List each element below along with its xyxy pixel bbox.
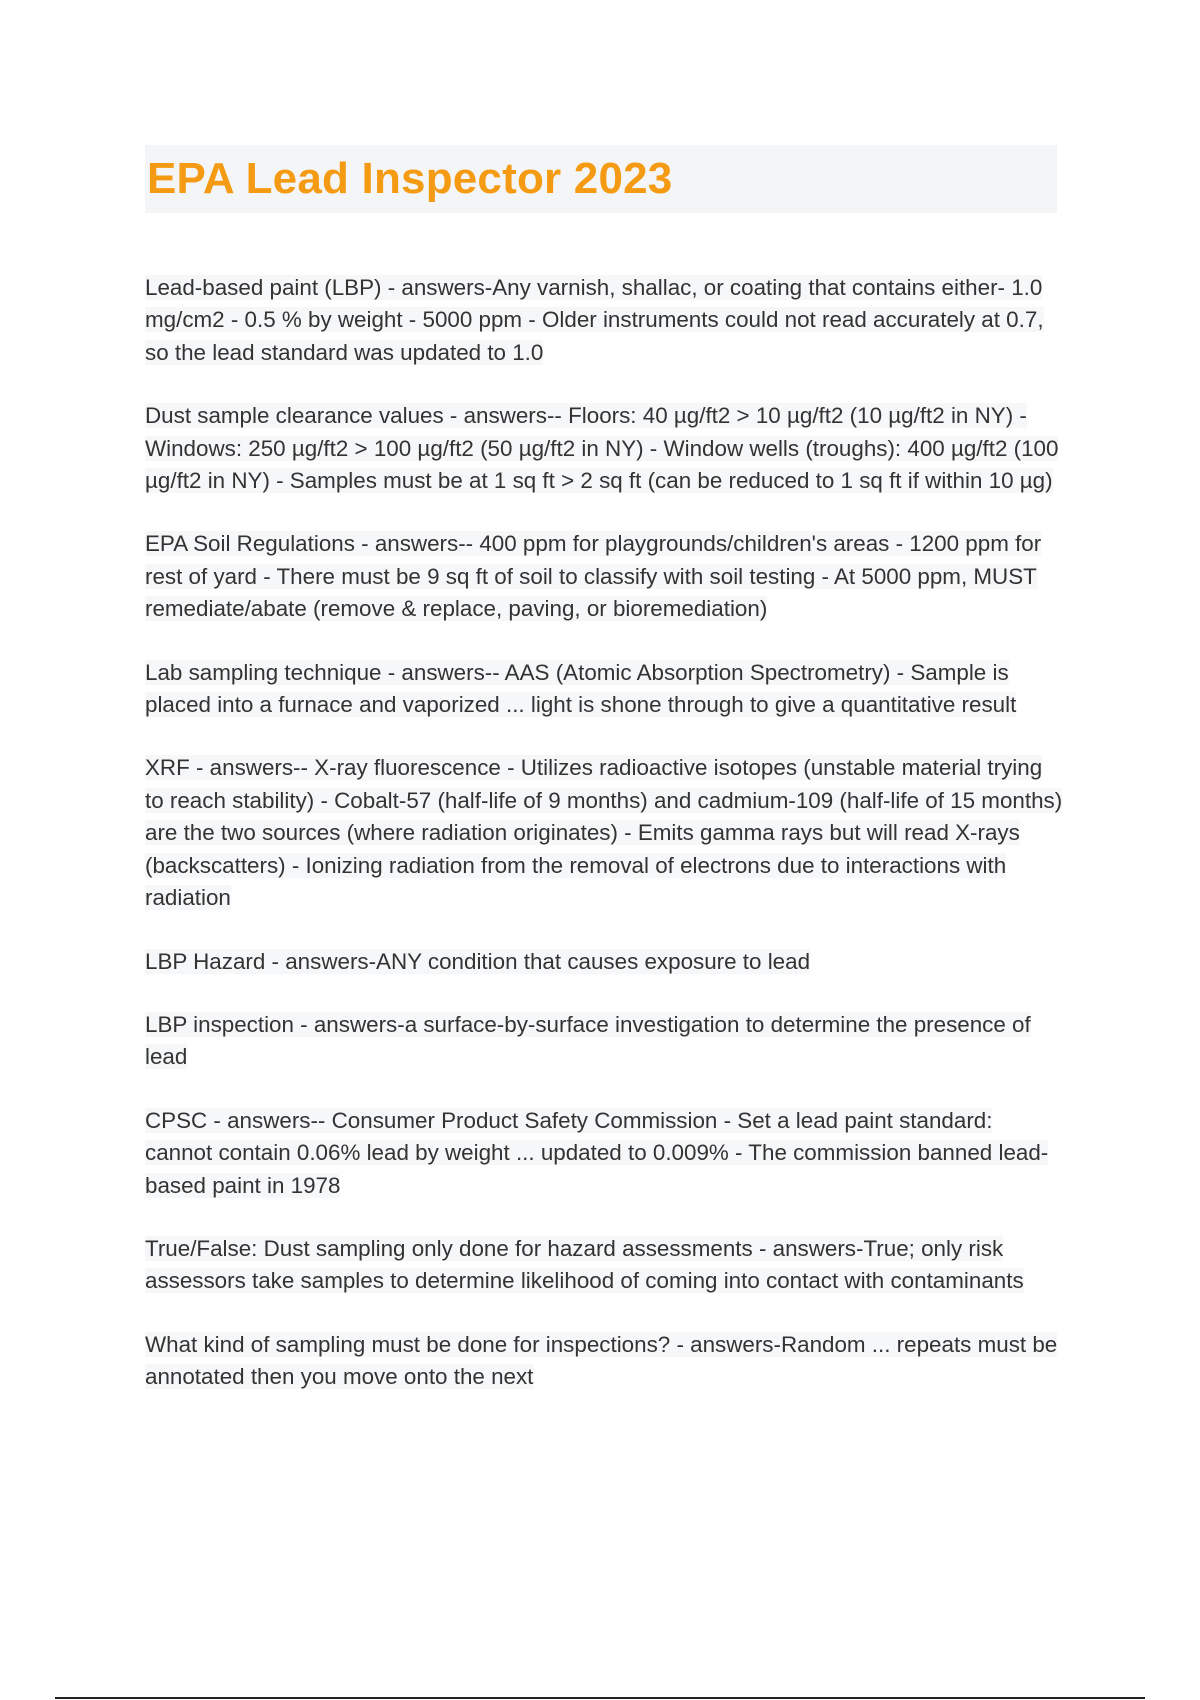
qa-item-dust-clearance: Dust sample clearance values - answers-- Floors: 40 µg/ft2 > 10 µg/ft2 (10 µg/ft2 in NY) - Windows: 250 µg/ft2 > 100 µg/ft2 (50 µg/ft2 in NY) - Window wells (troughs): 400 µg/ft2 (100 µg/ft2 in NY) - Samples must be at 1 sq ft > 2 sq ft (can be reduced to 1 sq ft if within 10 µg) [145, 403, 1059, 494]
qa-item-inspection-sampling: What kind of sampling must be done for inspections? - answers-Random ... repeats must be annotated then you move onto the next [145, 1331, 1058, 1390]
qa-item-xrf: XRF - answers-- X-ray fluorescence - Utilizes radioactive isotopes (unstable material trying to reach stability) - Cobalt-57 (half-life of 9 months) and cadmium-109 (half-life of 15 months) are the two sources (where radiation originates) - Emits gamma rays but will read X-rays (backscatters) - Ionizing radiation from the removal of electrons due to interactions with radiation [145, 755, 1063, 911]
qa-item-lead-based-paint: Lead-based paint (LBP) - answers-Any varnish, shallac, or coating that contains either- 1.0 mg/cm2 - 0.5 % by weight - 5000 ppm - Older instruments could not read accurately at 0.7, so the lead standard was updated to 1.0 [145, 275, 1044, 365]
document-title: EPA Lead Inspector 2023 [147, 154, 673, 203]
qa-item-lab-sampling: Lab sampling technique - answers-- AAS (Atomic Absorption Spectrometry) - Sample is placed into a furnace and vaporized ... light is shone through to give a quantitative result [145, 659, 1017, 718]
qa-item-dust-sampling-true-false: True/False: Dust sampling only done for hazard assessments - answers-True; only risk assessors take samples to determine likelihood of coming into contact with contaminants [145, 1235, 1024, 1294]
qa-list [145, 272, 1065, 1425]
qa-item-cpsc: CPSC - answers-- Consumer Product Safety Commission - Set a lead paint standard: cannot contain 0.06% lead by weight ... updated to 0.009% - The commission banned lead-based paint in 1978 [145, 1107, 1049, 1198]
qa-item-lbp-inspection: LBP inspection - answers-a surface-by-surface investigation to determine the presence of lead [145, 1011, 1031, 1070]
qa-item-lbp-hazard: LBP Hazard - answers-ANY condition that causes exposure to lead [145, 948, 811, 974]
qa-item-soil-regulations: EPA Soil Regulations - answers-- 400 ppm for playgrounds/children's areas - 1200 ppm for rest of yard - There must be 9 sq ft of soil to classify with soil testing - At 5000 ppm, MUST remediate/abate (remove & replace, paving, or bioremediation) [145, 531, 1042, 622]
footer-divider [55, 1697, 1145, 1699]
